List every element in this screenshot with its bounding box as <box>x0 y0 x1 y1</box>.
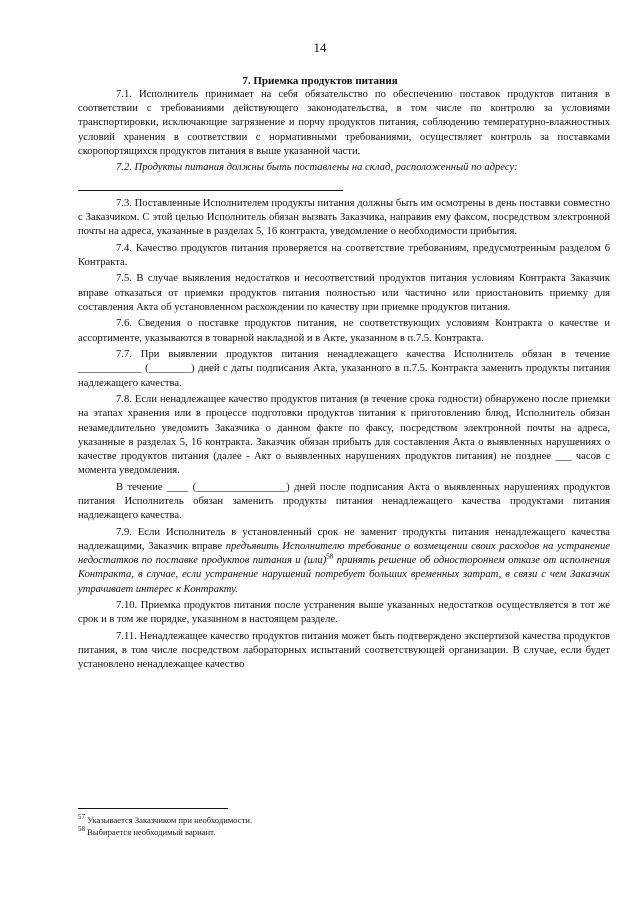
paragraph-7-5: 7.5. В случае выявления недостатков и несоответствий продуктов питания условиям Контракта Заказчик вправе отказаться от приемки продуктов питания полностью или частично или приостановить приемку для составления Акта об установленном расхождении по качеству при приемке продуктов питания. <box>78 273 610 313</box>
paragraph-7-8: 7.8. Если ненадлежащее качество продуктов питания (в течение срока годности) обнаружено после приемки на этапах хранения или в процессе подготовки продуктов питания к приготовлению блюд, Исполнитель обязан незамедлительно уведомить Заказчика о данном факте по факсу, посредством электронной почты на адреса, указанные в разделах 5, 16 контракта. Заказчик обязан прибыть для составления Акта о выявленных нарушениях о качестве продуктов питания (далее - Акт о выявленных нарушениях продуктов питания) не позднее ___ часов с момента уведомления. <box>78 394 610 477</box>
footnote-text: Выбирается необходимый вариант. <box>85 827 216 837</box>
paragraph-7-9-option-a: предъявить Исполнителю требование о возмещении своих расходов на устранение недостатков по поставке продуктов питания и (или) <box>78 541 610 567</box>
section-title: 7. Приемка продуктов питания <box>242 75 398 87</box>
paragraph-7-3: 7.3. Поставленные Исполнителем продукты питания должны быть им осмотрены в день поставки совместно с Заказчиком. С этой целью Исполнитель обязан вызвать Заказчика, направив ему факсом, посредством электронной почты на адреса, указанные в разделах 5, 16 контракта, уведомление о необходимости прибытия. <box>78 197 610 238</box>
footnote-number: 58 <box>78 825 85 834</box>
footnote-ref-58: 58 <box>326 552 334 561</box>
paragraph-7-11: 7.11. Ненадлежащее качество продуктов питания может быть подтверждено экспертизой качества продуктов питания, в том числе посредством лабораторных испытаний соответствующей организации. В случае, если будет установлено ненадлежащее качество <box>78 631 610 671</box>
footnote-58 <box>78 826 598 838</box>
paragraph-7-9-start: 7.9. Если Исполнитель в установленный срок не заменит продукты питания ненадлежащего качества надлежащими, Заказчик вправе <box>78 526 610 553</box>
paragraph-7-10: 7.10. Приемка продуктов питания после устранения выше указанных недостатков осуществляется в тот же срок и в том же порядке, указанном в настоящем разделе. <box>78 600 610 626</box>
footnote-57 <box>78 814 598 826</box>
page-number: 14 <box>313 40 327 55</box>
paragraph-7-6: 7.6. Сведения о поставке продуктов питания, не соответствующих условиям Контракта о качестве и ассортименте, указываются в товарной накладной и в Акте, указанном в п.7.5. Контракта. <box>78 318 610 344</box>
paragraph-7-1: 7.1. Исполнитель принимает на себя обязательство по обеспечению поставок продуктов питания в соответствии с требованиями действующего законодательства, в том числе по контролю за условиями транспортировки, исключающие загрязнение и порчу продуктов питания, соблюдению температурно-влажностных условий хранения в соответствии с нормативными требованиями, осуществляет контроль за поставками скоропортящихся продуктов питания в выше указанной части. <box>78 89 610 157</box>
paragraph-7-9 <box>78 526 610 597</box>
footnote-separator <box>78 808 228 809</box>
paragraph-7-2: 7.2. Продукты питания должны быть поставлены на склад, расположенный по адресу: <box>116 162 518 174</box>
footnote-text: Указывается Заказчиком при необходимости. <box>85 815 253 825</box>
paragraph-7-7: 7.7. При выявлении продуктов питания ненадлежащего качества Исполнитель обязан в течение ____________ (________) дней с даты подписания Акта, указанного в п.7.5. Контракта заменить продукты питания надлежащего качества. <box>78 349 610 389</box>
footnote-number: 57 <box>78 813 85 822</box>
paragraph-7-9-option-b: принять решение об одностороннем отказе от исполнения Контракта, в случае, если устранение нарушений потребует больших временных затрат, в связи с чем Заказчик утрачивает интерес к Контракту. <box>78 555 611 595</box>
paragraph-7-8-replacement: В течение ____ (_________________) дней после подписания Акта о выявленных нарушениях продуктов питания Исполнитель обязан заменить продукты питания ненадлежащего качества продуктами питания надлежащего качества. <box>78 481 610 522</box>
document-body <box>78 88 610 675</box>
address-blank-line <box>78 180 343 191</box>
footnotes <box>78 814 598 838</box>
paragraph-7-4: 7.4. Качество продуктов питания проверяется на соответствие требованиям, предусмотренным разделом 6 Контракта. <box>78 242 610 268</box>
